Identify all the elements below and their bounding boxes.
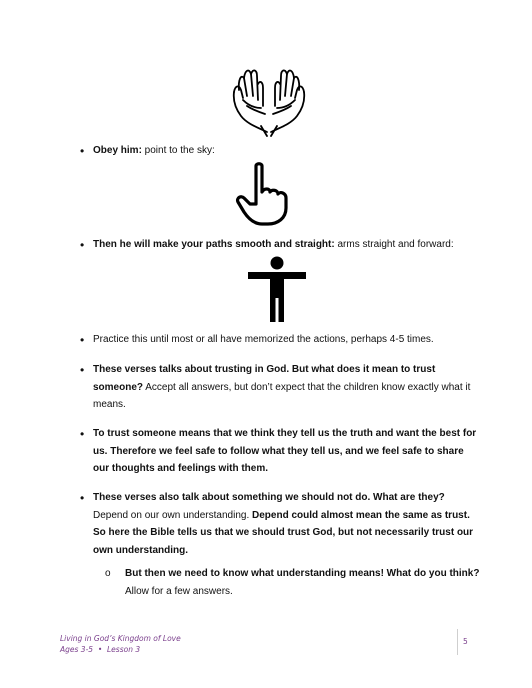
bullet-should-not bbox=[93, 489, 477, 559]
arms-outstretched-figure-icon bbox=[246, 254, 308, 324]
footer-subtitle: Ages 3-5 • Lesson 3 bbox=[60, 645, 141, 654]
bullet-paths bbox=[93, 236, 483, 254]
bullet-trust-question bbox=[93, 361, 477, 414]
footer bbox=[60, 633, 181, 655]
bullet-bold-text: Obey him: bbox=[93, 145, 142, 156]
sub-bullet-text: Allow for a few answers. bbox=[125, 585, 233, 597]
bullet-marker: • bbox=[80, 491, 85, 505]
bullet-bold-text: Depend could almost mean the same as trust. So here the Bible tells us that we should trust God, but not necessarily trust our own understanding. bbox=[93, 509, 474, 556]
footer-divider bbox=[457, 629, 458, 655]
pointing-up-hand-icon bbox=[234, 162, 294, 228]
sub-bullet-marker: o bbox=[105, 568, 111, 579]
sub-bullet-bold-text: But then we need to know what understanding means! What do you think? bbox=[125, 568, 480, 579]
bullet-bold-text: These verses also talk about something we should not do. What are they? bbox=[93, 492, 445, 503]
bullet-marker: • bbox=[80, 363, 85, 377]
bullet-bold-text: Then he will make your paths smooth and straight: bbox=[93, 239, 335, 250]
bullet-trust-meaning bbox=[93, 425, 477, 478]
bullet-bold-text: These verses talks about trusting in God. But what does it mean to trust someone? bbox=[93, 364, 436, 393]
sub-bullet-understanding bbox=[125, 565, 485, 600]
bullet-text: Depend on our own understanding. bbox=[93, 509, 253, 521]
bullet-marker: • bbox=[80, 144, 85, 158]
bullet-obey bbox=[93, 142, 477, 160]
page-number: 5 bbox=[463, 637, 468, 646]
open-hands-icon bbox=[229, 66, 309, 138]
bullet-practice bbox=[93, 331, 477, 349]
bullet-text: point to the sky: bbox=[141, 145, 215, 156]
bullet-text: Accept all answers, but don’t expect that the children know exactly what it means. bbox=[93, 381, 471, 410]
bullet-marker: • bbox=[80, 427, 85, 441]
bullet-text: Practice this until most or all have memorized the actions, perhaps 4-5 times. bbox=[93, 334, 434, 345]
footer-title: Living in God’s Kingdom of Love bbox=[60, 634, 181, 643]
bullet-bold-text: To trust someone means that we think they tell us the truth and want the best for us. Therefore we feel safe to follow what they tell us, and we feel safe to share our thoughts and feelings with them. bbox=[93, 428, 477, 474]
bullet-marker: • bbox=[80, 238, 85, 252]
bullet-marker: • bbox=[80, 333, 85, 347]
bullet-text: arms straight and forward: bbox=[334, 239, 454, 250]
